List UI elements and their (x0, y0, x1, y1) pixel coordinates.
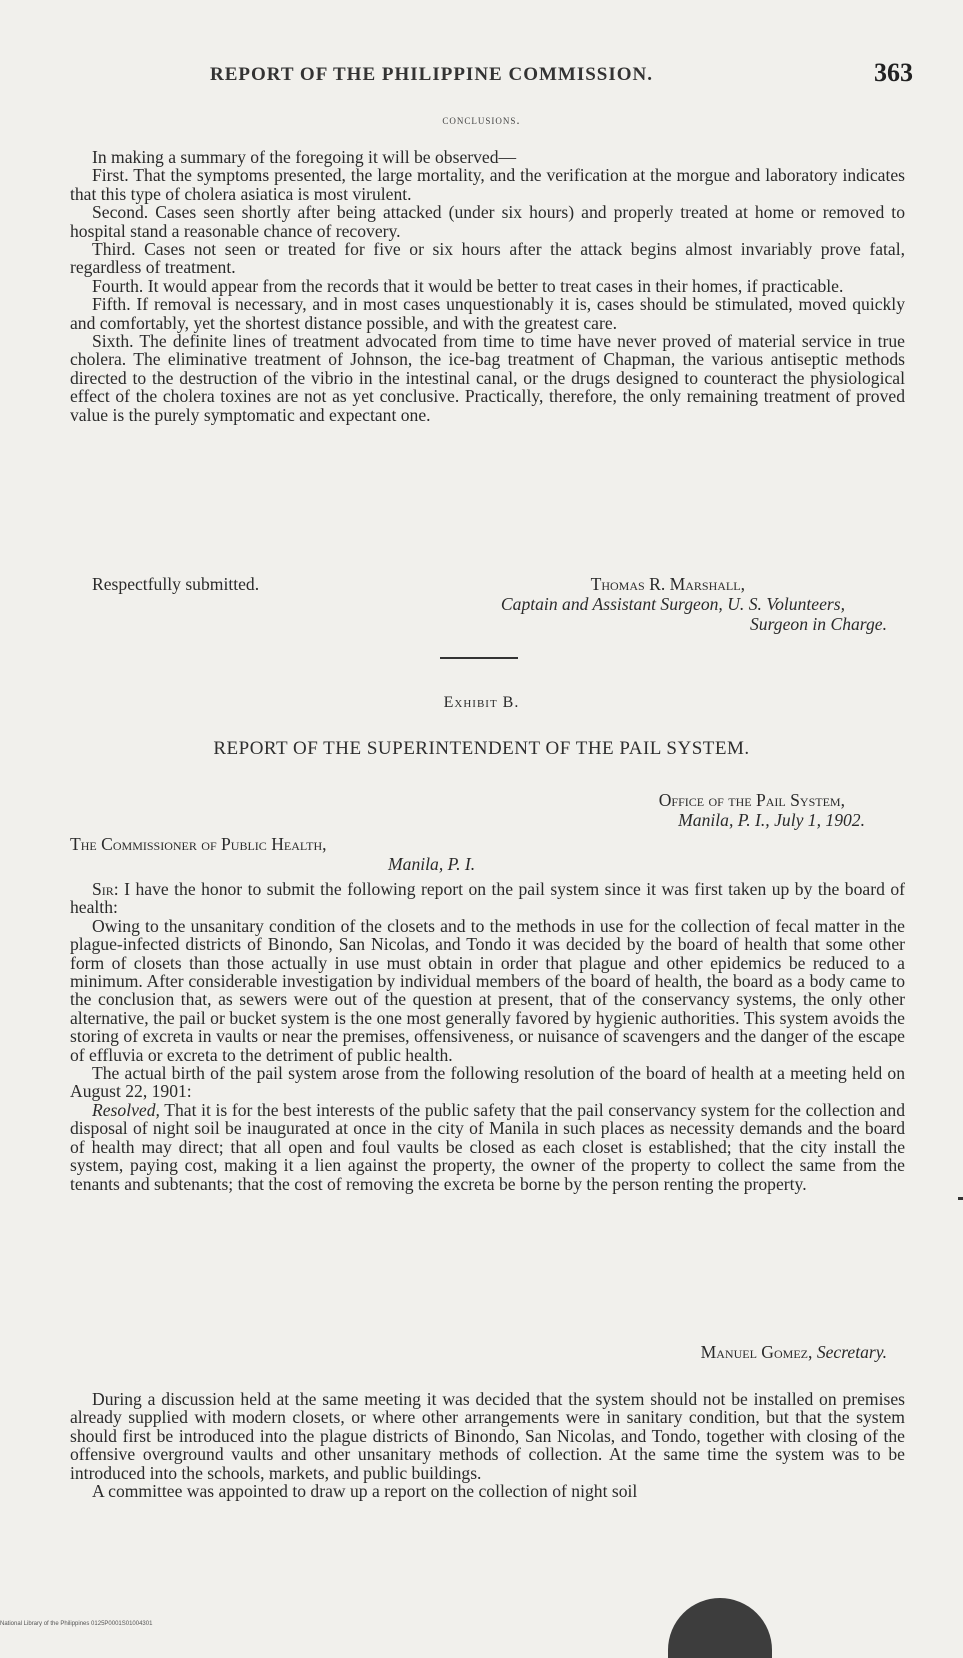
section-divider (440, 657, 518, 659)
closing-body (70, 1390, 905, 1500)
page-header (70, 58, 913, 88)
letter-paragraph-text: I have the honor to submit the following report on the pail system since it was first taken up by the board of health: (70, 879, 905, 918)
secretary-line (701, 1342, 887, 1362)
resolved-label: Resolved, (92, 1099, 160, 1120)
running-title: REPORT OF THE PHILIPPINE COMMISSION. (210, 64, 654, 85)
resolution-text: That it is for the best interests of the public safety that the pail conservancy system for the collection and disposal of night soil be inaugurated at once in the city of Manila in such places as necessity demands and the board of health may direct; that all open and foul vaults be closed as each closet is established; that the city install the system, paying cost, making it a lien against the property, the owner of the property to collect the same from the tenants and subtenants; that the cost of removing the excreta be borne by the person renting the property. (70, 1099, 905, 1194)
secretary-title: Secretary. (816, 1342, 887, 1362)
addressee-place: Manila, P. I. (388, 854, 476, 874)
conclusions-paragraph: Fourth. It would appear from the records that it would be better to treat cases in their homes, if practicable. (92, 275, 844, 296)
conclusions-paragraph: Sixth. The definite lines of treatment advocated from time to time have never proved of material service in true cholera. The eliminative treatment of Johnson, the ice-bag treatment of Chapman, the various antiseptic methods directed to the destruction of the vibrio in the intestinal canal, or the drugs designed to counteract the physiological effect of the cholera toxines are not as yet conclusive. Practically, therefore, the only remaining treatment of proved value is the purely symptomatic and expectant one. (70, 331, 905, 425)
conclusions-heading: conclusions. (442, 112, 521, 127)
signer-name: Thomas R. Marshall, (590, 574, 745, 594)
office-name: Office of the Pail System, (658, 790, 845, 810)
signature-block (70, 574, 905, 634)
footer-note: National Library of the Philippines 0125P0001S01004301 (0, 1621, 153, 1627)
scan-thumb-shadow (668, 1598, 772, 1658)
signer-role: Surgeon in Charge. (750, 614, 887, 634)
addressee-block (70, 834, 905, 874)
conclusions-paragraph: First. That the symptoms presented, the large mortality, and the verification at the morgue and laboratory indicates that this type of cholera asiatica is most virulent. (70, 165, 905, 204)
letter-body (70, 880, 905, 1193)
salutation: Sir: (92, 879, 119, 899)
letter-paragraph: During a discussion held at the same meeting it was decided that the system should not be installed on premises already supplied with modern closets, or where other arrangements were in sanitary condition, but that the system should first be introduced into the plague districts of Binondo, San Nicolas, and Tondo, together with closing of the offensive overground vaults and other unsanitary methods of collection. At the same time the system was to be introduced into the schools, markets, and public buildings. (70, 1389, 905, 1483)
closing-line: Respectfully submitted. (92, 574, 260, 594)
conclusions-paragraph: Fifth. If removal is necessary, and in most cases unquestionably it is, cases should be stimulated, moved quickly and comfortably, yet the shortest distance possible, and with the greatest care. (70, 294, 905, 333)
conclusions-paragraph: Second. Cases seen shortly after being attacked (under six hours) and properly treated at home or removed to hospital stand a reasonable chance of recovery. (70, 202, 905, 241)
signer-title: Captain and Assistant Surgeon, U. S. Volunteers, (500, 594, 845, 614)
conclusions-body (70, 148, 905, 424)
conclusions-paragraph: In making a summary of the foregoing it will be observed— (92, 147, 517, 167)
letter-paragraph: The actual birth of the pail system arose from the following resolution of the board of health at a meeting held on August 22, 1901: (70, 1063, 905, 1102)
addressee: The Commissioner of Public Health, (70, 834, 327, 854)
letter-paragraph: A committee was appointed to draw up a report on the collection of night soil (92, 1481, 638, 1502)
resolution-paragraph (70, 1101, 905, 1193)
place-date: Manila, P. I., July 1, 1902. (678, 810, 865, 830)
secretary-name: Manuel Gomez, (700, 1342, 813, 1362)
exhibit-label: Exhibit B. (443, 694, 520, 711)
letter-paragraph: Owing to the unsanitary condition of the closets and to the methods in use for the collection of fecal matter in the plague-infected districts of Binondo, San Nicolas, and Tondo it was decided by the board of health that some other form of closets than those actually in use must obtain in order that plague and other epidemics be reduced to a minimum. After considerable investigation by individual members of the board of health, the board as a body came to the conclusion that, as sewers were out of the question at present, that of the conservancy systems, the only other alternative, the pail or bucket system is the one most generally favored by hygienic authorities. This system avoids the storing of excreta in vaults or near the premises, offensiveness, or nuisance of scavengers and the danger of the escape of effluvia or excreta to the detriment of public health. (70, 915, 905, 1065)
letter-paragraph (70, 880, 905, 917)
scan-edge-mark (958, 1197, 963, 1200)
page-number: 363 (874, 58, 913, 87)
report-title: REPORT OF THE SUPERINTENDENT OF THE PAIL SYSTEM. (213, 738, 750, 759)
conclusions-paragraph: Third. Cases not seen or treated for five or six hours after the attack begins almost invariably prove fatal, regardless of treatment. (70, 239, 905, 278)
